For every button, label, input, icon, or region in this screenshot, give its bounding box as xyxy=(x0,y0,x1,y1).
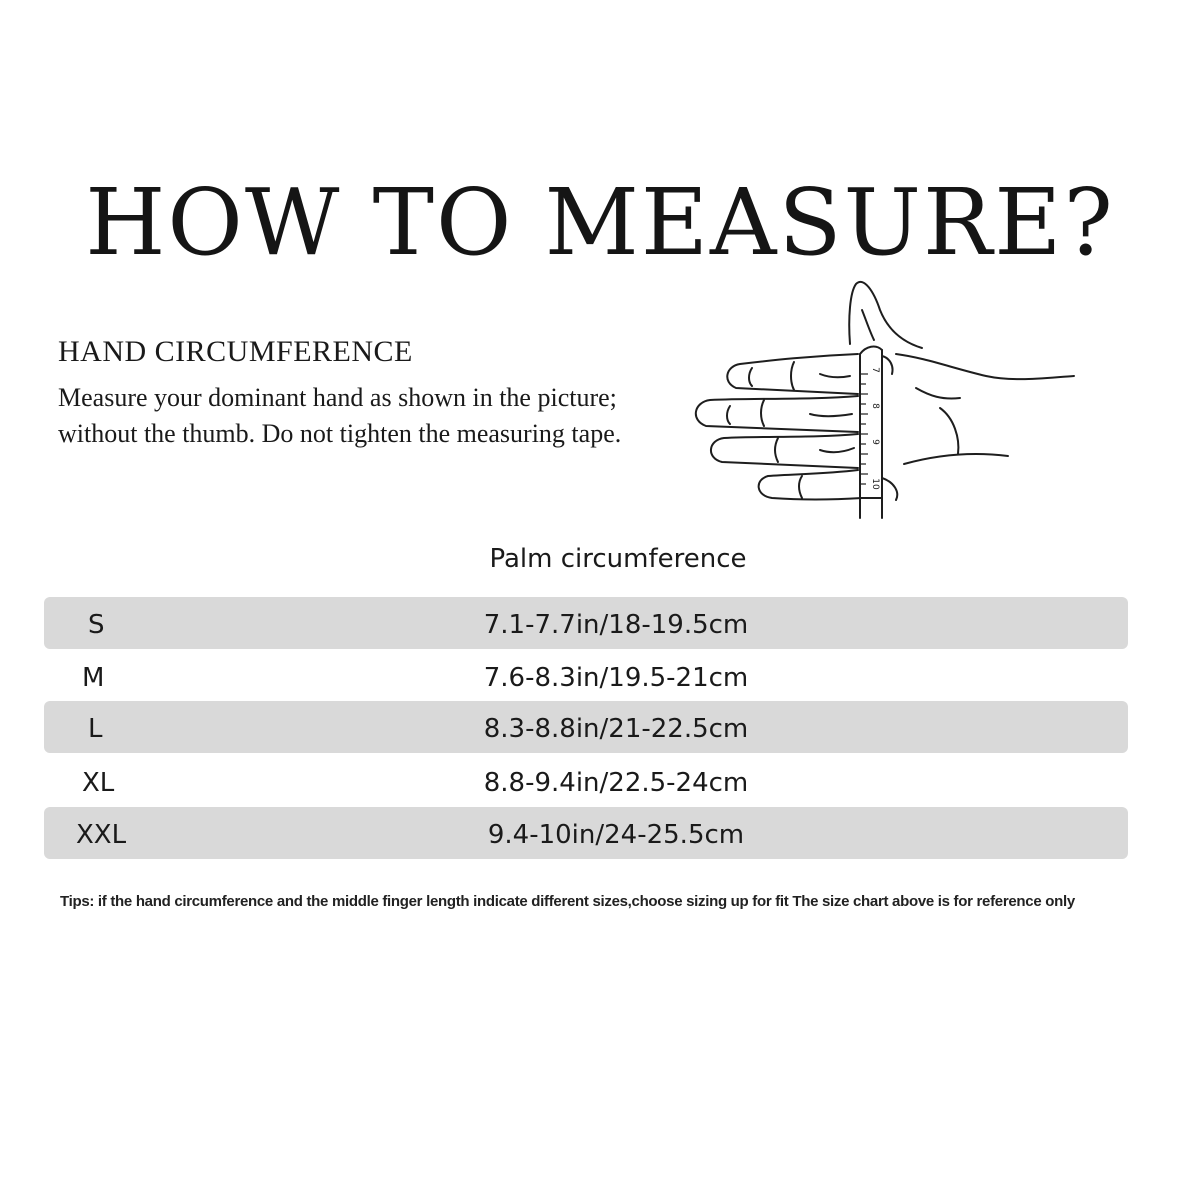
table-row xyxy=(44,597,1128,649)
tips-note: Tips: if the hand circumference and the middle finger length indicate different sizes,choose sizing up for fit The size chart above is for reference only xyxy=(60,893,1075,910)
size-range: 8.8-9.4in/22.5-24cm xyxy=(483,768,749,798)
size-range: 9.4-10in/24-25.5cm xyxy=(487,820,745,850)
tape-mark-10: 10 xyxy=(870,478,880,490)
size-range: 7.1-7.7in/18-19.5cm xyxy=(483,610,749,640)
size-label: XXL xyxy=(76,820,127,850)
measure-instructions: Measure your dominant hand as shown in the picture; without the thumb. Do not tighten the measuring tape. xyxy=(58,383,622,448)
size-label: XL xyxy=(82,768,115,798)
column-header: Palm circumference xyxy=(489,544,747,574)
hand-with-measuring-tape-icon xyxy=(690,278,1080,524)
table-row xyxy=(44,807,1128,859)
tape-mark-7: 7 xyxy=(870,367,880,373)
size-range: 8.3-8.8in/21-22.5cm xyxy=(483,714,749,744)
table-row xyxy=(44,701,1128,753)
table-row xyxy=(44,755,1128,807)
page-title: HOW TO MEASURE? xyxy=(85,169,1115,276)
size-label: S xyxy=(88,610,105,640)
size-range: 7.6-8.3in/19.5-21cm xyxy=(483,663,749,693)
size-label: L xyxy=(88,714,103,744)
tape-mark-8: 8 xyxy=(870,403,880,409)
tape-mark-9: 9 xyxy=(870,439,880,445)
size-table xyxy=(44,597,1128,861)
table-row xyxy=(44,650,1128,702)
section-heading: HAND CIRCUMFERENCE xyxy=(58,335,413,368)
size-label: M xyxy=(82,663,105,693)
